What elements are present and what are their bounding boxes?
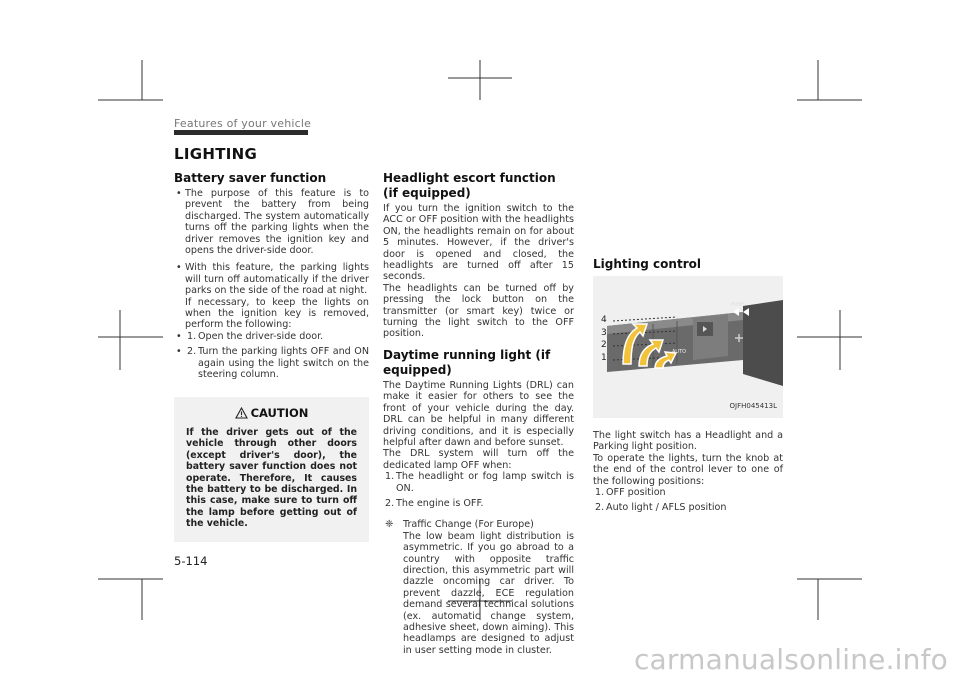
traffic-change-note	[383, 519, 574, 656]
bullet-item: • The purpose of this feature is to prevent the battery from being discharged. The system automatically turns off the parking lights when the driver removes the ignition key and opens the driver-side door.	[174, 188, 369, 256]
battery-saver-steps	[174, 331, 369, 381]
figure-caption: OJFH045413L	[729, 401, 777, 410]
auto-label: AUTO	[672, 349, 687, 355]
header-bar	[174, 130, 308, 135]
caution-text: If the driver gets out of the vehicle through other doors (except driver's door), the battery saver function does not operate. Therefore, It causes the battery to be discharged. In this case, make sure to turn off the lamp before getting out of the vehicle.	[186, 426, 357, 530]
lighting-control-steps	[582, 487, 783, 514]
caution-box	[174, 397, 369, 542]
lighting-control-p2: To operate the lights, turn the knob at the end of the control lever to one of the following positions:	[593, 452, 783, 487]
drl-steps	[372, 471, 574, 509]
note-title: Traffic Change (For Europe)	[403, 519, 534, 531]
step-item: • 2. Turn the parking lights OFF and ON again using the light switch on the steering column.	[174, 346, 369, 380]
page-title: LIGHTING	[174, 145, 258, 163]
page-number: 5-114	[174, 554, 208, 568]
warning-icon	[235, 407, 248, 419]
lighting-control-heading: Lighting control	[593, 257, 701, 271]
lighting-control-p1: The light switch has a Headlight and a Parking light position.	[593, 430, 783, 453]
headlight-escort-p2: The headlights can be turned off by pressing the lock button on the transmitter (or smart key) twice or turning the light switch to the OFF position.	[383, 282, 574, 340]
note-text: The low beam light distribution is asymmetric. If you go abroad to a country with opposite traffic direction, this asymmetric part will dazzle oncoming car driver. To prevent dazzle, ECE regulation demand several technical solutions (ex. automatic change system, adhesive sheet, down aiming). This headlamps are designed to adjust in user setting mode in cluster.	[403, 530, 574, 656]
step-item: • 1. Open the driver-side door.	[174, 331, 369, 342]
position-numbers: 4 3 2 1	[601, 315, 607, 363]
light-switch-illustration	[593, 276, 783, 418]
drl-p2: The DRL system will turn off the dedicated lamp OFF when:	[383, 448, 574, 471]
step-item: 1. OFF position	[595, 487, 666, 499]
column-middle	[383, 171, 574, 656]
step-item: 2. The engine is OFF.	[385, 497, 484, 509]
note-marker: ❈	[385, 519, 394, 531]
section-header: Features of your vehicle	[174, 117, 312, 130]
battery-saver-heading: Battery saver function	[174, 171, 327, 185]
column-left	[174, 171, 369, 542]
light-switch-figure	[593, 276, 783, 418]
headlight-escort-p1: If you turn the ignition switch to the ACC or OFF position with the headlights ON, the headlights remain on for about 5 minutes. However, if the driver's door is opened and closed, the headlights are turned off after 15 seconds.	[383, 203, 574, 283]
column-right	[593, 171, 783, 518]
step-item: 2. Auto light / AFLS position	[595, 502, 727, 514]
headlight-escort-heading: Headlight escort function (if equipped)	[383, 171, 556, 200]
drl-heading: Daytime running light (if equipped)	[383, 347, 551, 377]
bullet-text: With this feature, the parking lights will turn off automatically if the driver parks on the side of the road at night.	[185, 262, 369, 297]
battery-saver-followup: If necessary, to keep the lights on when the ignition key is removed, perform the following:	[185, 296, 369, 331]
step-item: 1. The headlight or fog lamp switch is ON.	[385, 471, 574, 494]
watermark: carmanualsonline.info	[633, 643, 948, 676]
bullet-item	[174, 262, 369, 380]
battery-saver-bullets	[174, 188, 369, 381]
svg-text:PUSH: PUSH	[731, 302, 745, 308]
caution-title: CAUTION	[186, 407, 357, 419]
drl-p1: The Daytime Running Lights (DRL) can make it easier for others to see the front of your vehicle during the day. DRL can be helpful in many different driving conditions, and it is especially helpful after dawn and before sunset.	[383, 379, 574, 448]
